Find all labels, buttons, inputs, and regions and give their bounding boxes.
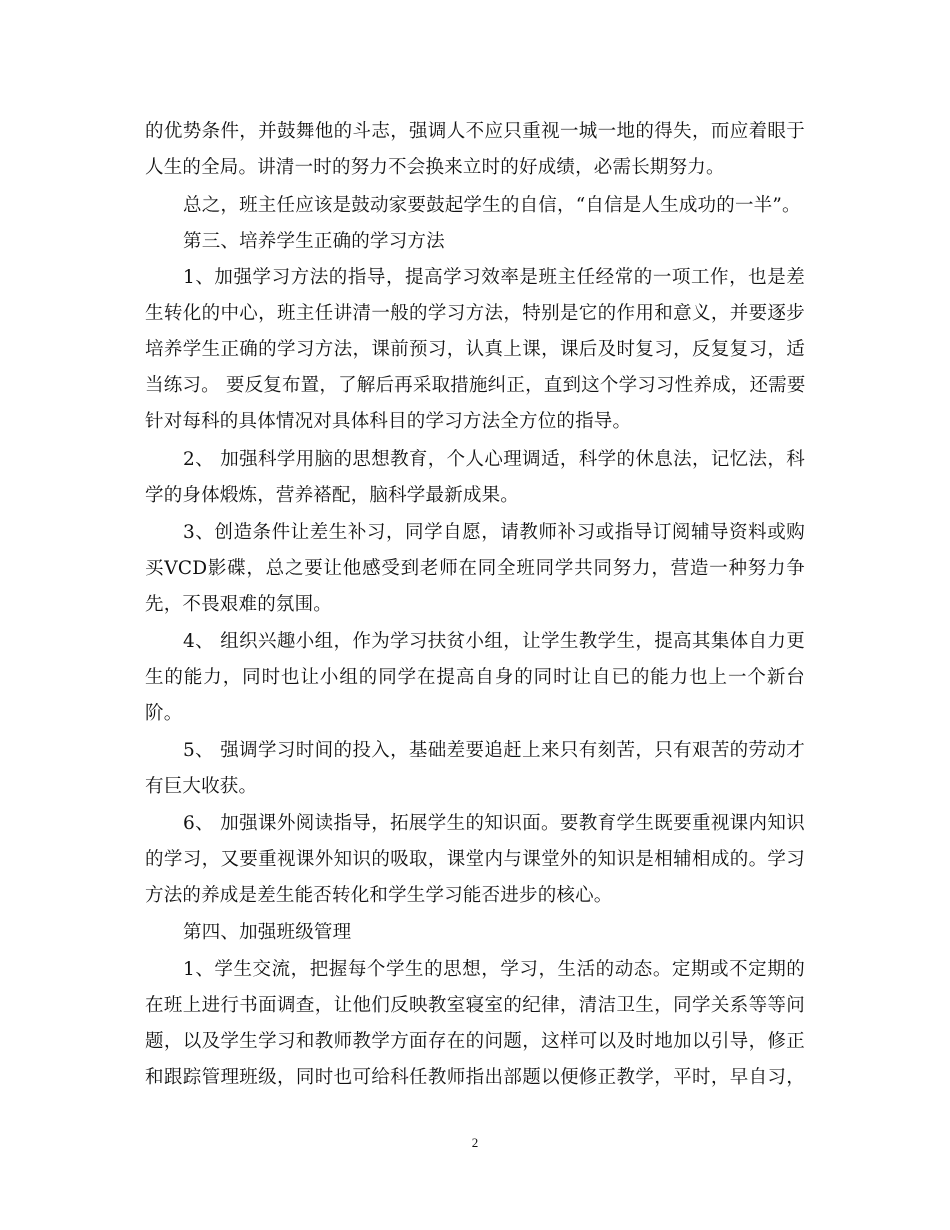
section-heading: 第四、加强班级管理 (183, 922, 352, 943)
text-line: 生转化的中心，班主任讲清一般的学习方法，特别是它的作用和意义，并要逐步 (145, 303, 805, 324)
text-line: 先，不畏艰难的氛围。 (145, 594, 333, 615)
text-line: 1、加强学习方法的指导，提高学习效率是班主任经常的一项工作，也是差 (183, 267, 805, 288)
text-line: 总之，班主任应该是鼓动家要鼓起学生的自信，“自信是人生成功的一半”。 (183, 195, 801, 216)
text-line: 4、 组织兴趣小组，作为学习扶贫小组，让学生教学生，提高其集体自力更 (183, 631, 805, 652)
text-line: 在班上进行书面调查，让他们反映教室寝室的纪律，清洁卫生，同学关系等等问 (145, 995, 805, 1016)
text-line: 有巨大收获。 (145, 776, 258, 797)
text-line: 3、创造条件让差生补习，同学自愿，请教师补习或指导订阅辅导资料或购 (183, 522, 805, 543)
text-line: 题，以及学生学习和教师教学方面存在的问题，这样可以及时地加以引导，修正 (145, 1031, 805, 1052)
text-line: 6、 加强课外阅读指导，拓展学生的知识面。要教育学生既要重视课内知识 (183, 813, 805, 834)
text-line: 当练习。 要反复布置，了解后再采取措施纠正，直到这个学习习性养成，还需要 (145, 375, 806, 396)
text-line: 培养学生正确的学习方法，课前预习，认真上课，课后及时复习，反复复习，适 (145, 339, 805, 360)
text-line: 的优势条件，并鼓舞他的斗志，强调人不应只重视一城一地的得失，而应着眼于 (145, 121, 805, 142)
text-line: 5、 强调学习时间的投入，基础差要追赶上来只有刻苦，只有艰苦的劳动才 (183, 740, 805, 761)
text-line: 人生的全局。讲清一时的努力不会换来立时的好成绩，必需长期努力。 (145, 157, 725, 178)
text-line: 2、 加强科学用脑的思想教育，个人心理调适，科学的休息法，记忆法，科 (183, 449, 805, 470)
text-line: 的学习，又要重视课外知识的吸取，课堂内与课堂外的知识是相辅相成的。学习 (145, 849, 805, 870)
page-number: 2 (471, 1135, 479, 1150)
text-line: 买VCD影碟，总之要让他感受到老师在同全班同学共同努力，营造一种努力争 (145, 558, 805, 579)
section-heading: 第三、培养学生正确的学习方法 (183, 231, 445, 252)
text-line: 方法的养成是差生能否转化和学生学习能否进步的核心。 (145, 885, 613, 906)
text-line: 阶。 (145, 703, 183, 724)
text-line: 1、学生交流，把握每个学生的思想，学习，生活的动态。定期或不定期的 (183, 959, 805, 980)
text-line: 生的能力，同时也让小组的同学在提高自身的同时让自已的能力也上一个新台 (145, 667, 805, 688)
text-line: 和跟踪管理班级，同时也可给科任教师指出部题以便修正教学，平时，早自习， (145, 1067, 805, 1088)
text-line: 学的身体煅炼，营养褡配，脑科学最新成果。 (145, 485, 520, 506)
text-line: 针对每科的具体情况对具体科目的学习方法全方位的指导。 (145, 411, 632, 432)
